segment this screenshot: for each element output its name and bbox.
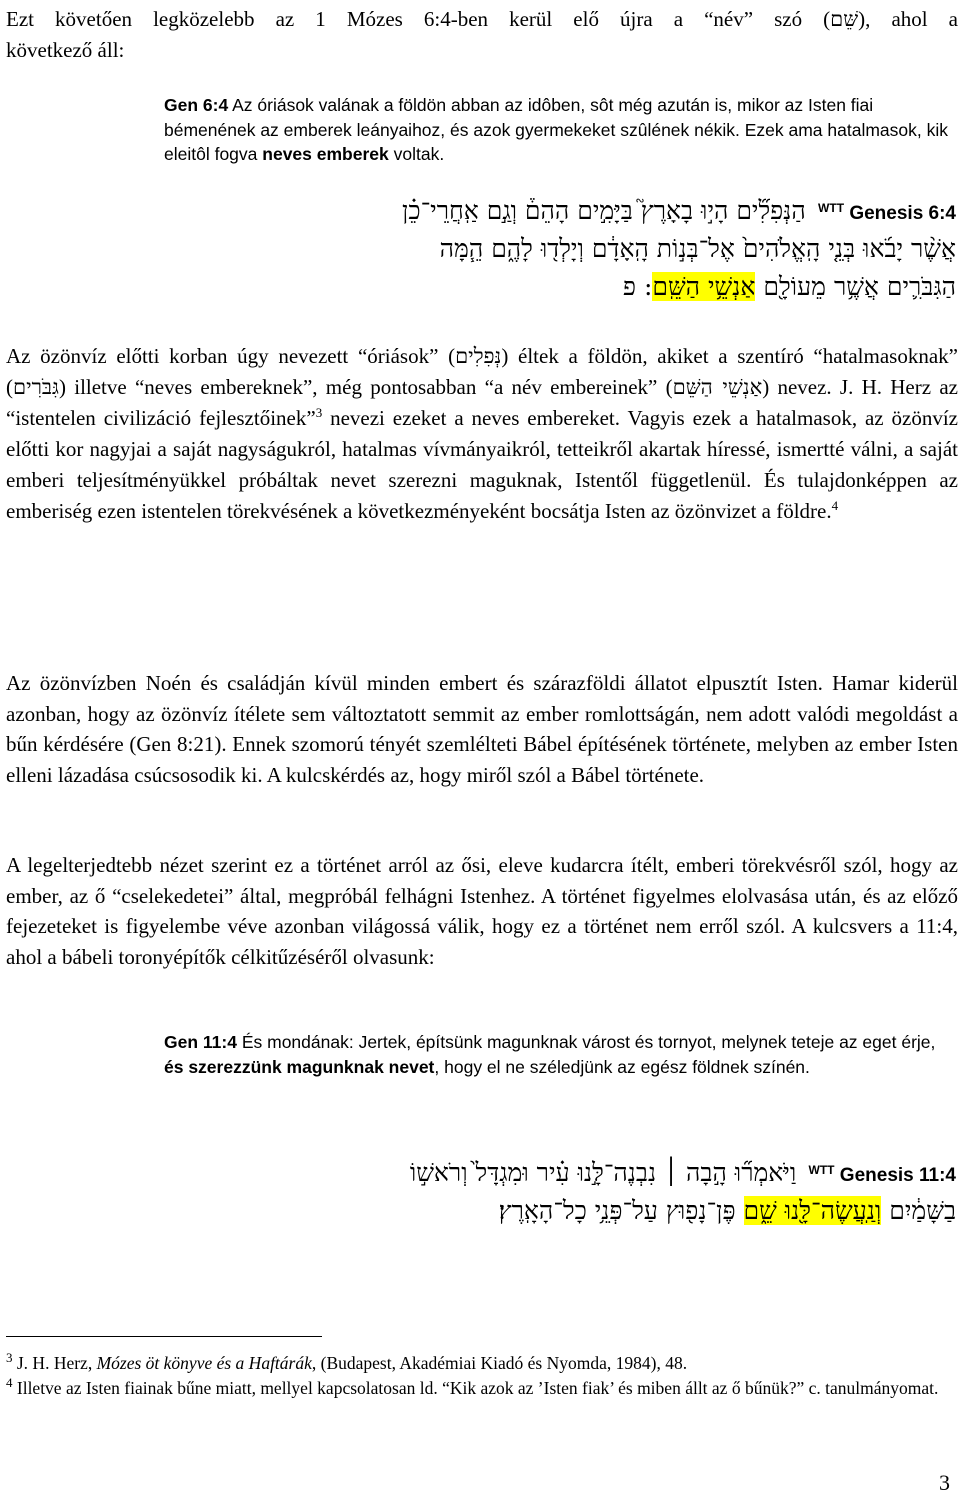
hebrew-line-1: $^{WTT}$ Genesis 6:4 הַנְּפִלִ֞ים הָי֣וּ בָאָרֶץ֮ בַּיָּמִ֣ים הָהֵם֒ וְגַ֣ם אַֽחֲרֵי־כֵ֗ן <box>401 196 956 225</box>
highlight-anshei-hashem: אַנְשֵׁ֥י הַשֵּֽׁם <box>652 272 756 301</box>
paragraph-flood: Az özönvízben Noén és családján kívül minden embert és szárazföldi állatot elpusztít Isten. Hamar kiderül azonban, hogy az özönvíz ítélete sem változtatott semmit az ember romlottságán, nem adott valódi megoldást a bűn kérdésére (Gen 8:21). Ennek szomorú tényét szemlélteti Bábel építésének története, melyben az ember Isten elleni lázadása csúcsosodik ki. A kulcskérdés az, hogy miről szól a Bábel története. <box>6 671 958 787</box>
hebrew-block-gen-11-4 <box>0 1158 960 1238</box>
quote-ref: Gen 6:4 <box>164 95 229 115</box>
highlight-make-name: וְנַֽעֲשֶׂה־לָּ֖נוּ שֵׁ֑ם <box>743 1196 882 1225</box>
paragraph-nephilim: Az özönvíz előtti korban úgy nevezett “óriások” (נְּפִלִים) éltek a földön, akiket a szentíró “hatalmasoknak” (גִּבֹּרִים) illetve “neves embereknek”, még pontosabban “a név embereinek” (אַנְשֵׁי הַשֵּׁם) nevez. J. H. Herz az “istentelen civilizáció fejlesztőinek”$^3$ nevezi ezeket a neves embereket. Vagyis ezek a hatalmasok, az özönvíz előtti kor nagyjai a saját nagyságukról, hatalmas vívmányaikról, tetteikről akartak híressé, ismertté válni, a saját emberi teljesítményükkel próbáltak nevet szerezni maguknak, Istentől függetlenül. És tulajdonképpen az emberiség ezen istentelen törekvésének a következményeként bocsátja Isten az özönvizet a földre.$^4$ <box>6 344 959 523</box>
footnote-4: $^4$ Illetve az Isten fiainak bűne miatt, mellyel kapcsolatosan ld. “Kik azok az ’Isten fiak’ és miben állt az ő bűnük?” c. tanulmányomat. <box>6 1375 939 1398</box>
footnote-ref-4[interactable]: 4 <box>831 498 839 513</box>
hebrew-line-2: אֲשֶׁ֨ר יָבֹ֜אוּ בְּנֵ֤י הָֽאֱלֹהִים֙ אֶל־בְּנ֣וֹת הָֽאָדָ֔ם וְיָלְד֖וּ לָהֶ֑ם הֵ֧מָּה <box>439 234 956 263</box>
hebrew-word-shem: שֵּׁם <box>830 7 859 31</box>
hebrew-line-3: הַגִּבֹּרִ֛ים אֲשֶׁ֥ר מֵעוֹלָ֖ם אַנְשֵׁ֥י הַשֵּֽׁם: פ <box>622 272 956 301</box>
quote-ref: Gen 11:4 <box>164 1032 237 1052</box>
intro-paragraph <box>6 4 958 65</box>
quote-bold: és szerezzünk magunknak nevet <box>164 1056 435 1077</box>
footnote-separator <box>6 1336 322 1337</box>
quote-gen-11-4: Gen 11:4 És mondának: Jertek, építsünk magunknak várost és tornyot, melynek teteje az eget érje, és szerezzünk magunknak nevet, hogy el ne széledjünk az egész földnek színén. <box>164 1032 936 1077</box>
quote-gen-6-4: Gen 6:4 Az óriások valának a földön abban az idôben, sôt még azután is, mikor az Isten fiai bémenének az emberek leányaihoz, és azok gyermekeket szûlének nékik. Ezek ama hatalmasok, kik eleitôl fogva neves emberek voltak. <box>164 95 949 164</box>
quote-bold: neves emberek <box>262 144 389 164</box>
hebrew-block-gen-6-4 <box>0 196 960 316</box>
footnote-ref-3[interactable]: 3 <box>315 405 323 420</box>
hebrew-ref: $^{WTT}$ Genesis 11:4 <box>808 1162 956 1186</box>
hebrew-line-2: בַשָּׁמַ֔יִם וְנַֽעֲשֶׂה־לָּ֖נוּ שֵׁ֑ם פֶּן־נָפ֖וּץ עַל־פְּנֵ֥י כָל־הָאָֽרֶץ׃ <box>498 1196 956 1225</box>
footnote-3: $^3$ J. H. Herz, Mózes öt könyve és a Haftárák, (Budapest, Akadémiai Kiadó és Nyomda, 1984), 48. <box>6 1350 688 1373</box>
hebrew-line-1: $^{WTT}$ Genesis 11:4 וַיֹּאמְר֞וּ הָ֣בָה ׀ נִבְנֶה־לָּ֣נוּ עִ֗יר וּמִגְדָּל֙ וְרֹאשׁ֣וֹ <box>409 1158 956 1187</box>
page-number: 3 <box>939 1470 950 1495</box>
intro-line-1: Ezt követően legközelebb az 1 Mózes 6:4-ben kerül elő újra a “név” szó (שֵּׁם), ahol a <box>6 7 958 31</box>
hebrew-ref: $^{WTT}$ Genesis 6:4 <box>818 200 956 224</box>
paragraph-babel: A legelterjedtebb nézet szerint ez a történet arról az ősi, eleve kudarcra ítélt, emberi törekvésről szól, hogy az ember, az ő “cselekedetei” által, megpróbál felhágni Istenhez. A történet figyelmes elolvasása után, és az előző fejezeteket is figyelembe véve azonban világossá válik, hogy ez a történet nem erről szól. A kulcsvers a 11:4, ahol a bábeli toronyépítők célkitűzéséről olvasunk: <box>6 853 958 969</box>
intro-line-2: következő áll: <box>6 37 125 62</box>
